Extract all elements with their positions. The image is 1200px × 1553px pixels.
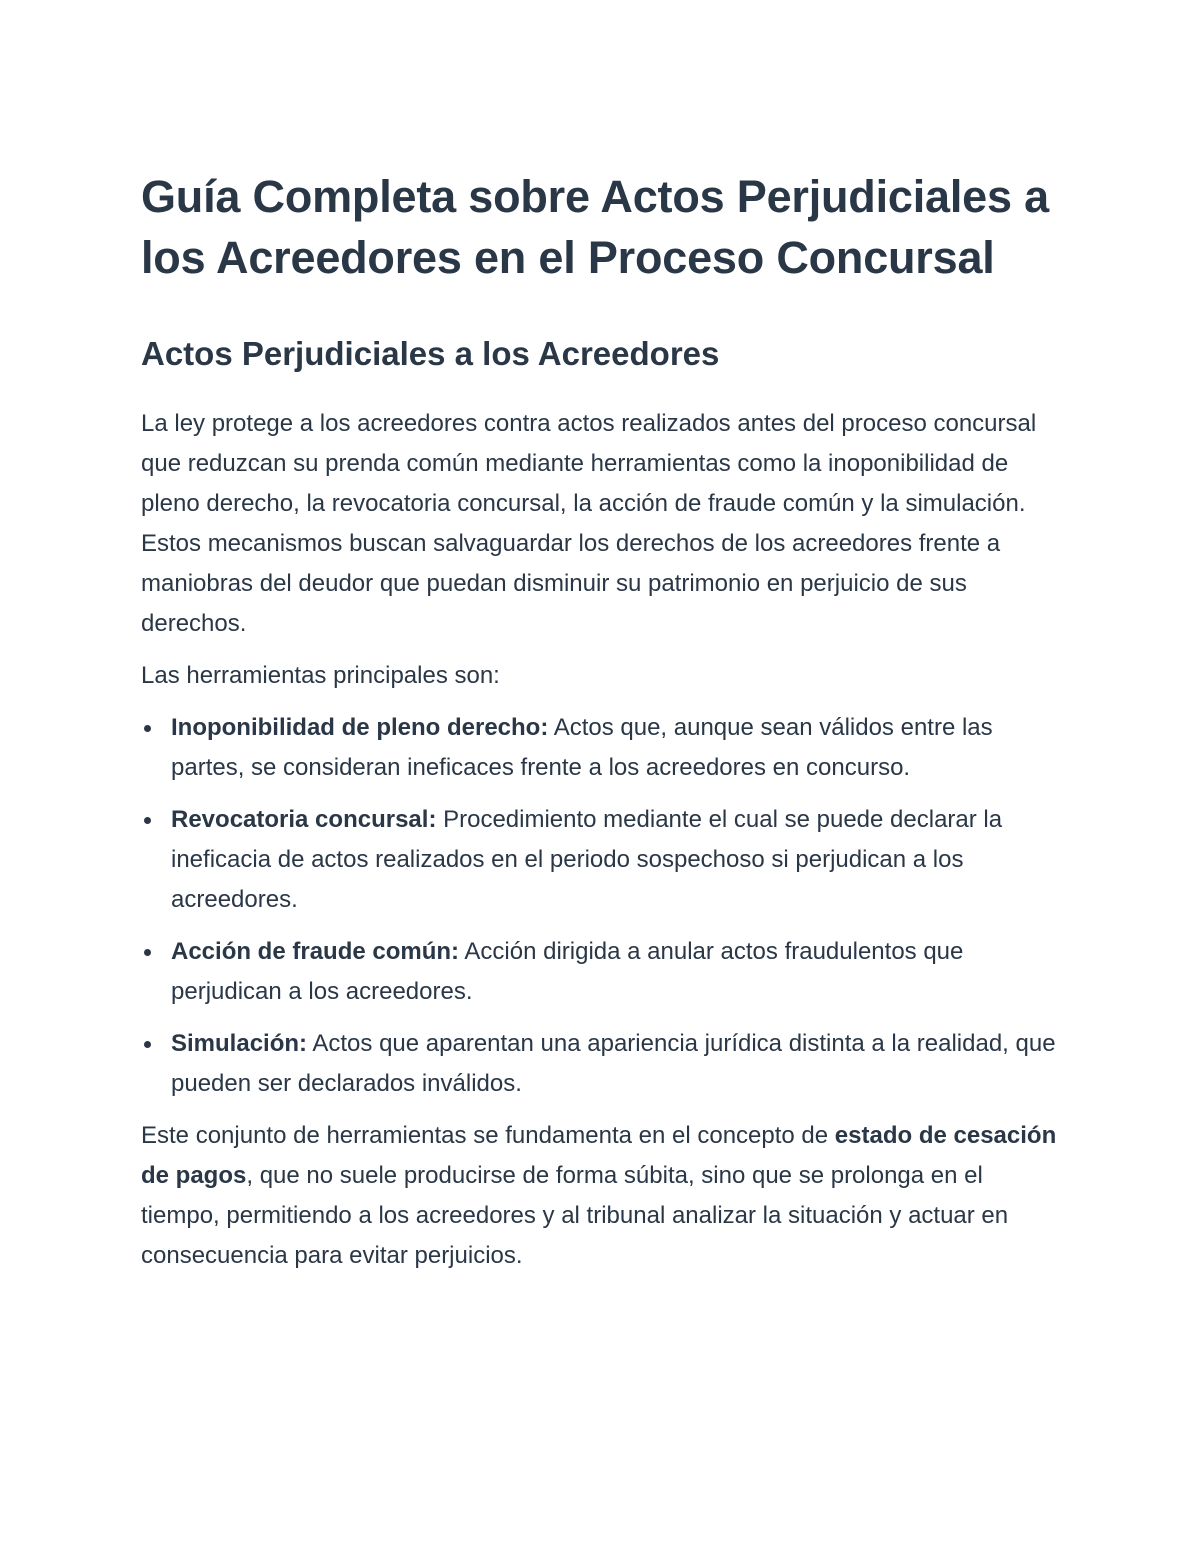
document-page [141, 166, 1061, 1276]
tools-list [141, 708, 1061, 1104]
list-item [141, 1024, 1061, 1104]
list-item-description: Acción dirigida a anular actos fraudulentos que perjudican a los acreedores. [171, 938, 964, 1005]
list-item-term: Acción de fraude común: [171, 938, 460, 965]
list-item-description: Actos que aparentan una apariencia jurídica distinta a la realidad, que pueden ser declarados inválidos. [171, 1030, 1056, 1097]
list-item-term: Revocatoria concursal: [171, 806, 437, 833]
list-item-description: Procedimiento mediante el cual se puede declarar la ineficacia de actos realizados en el periodo sospechoso si perjudican a los acreedores. [171, 806, 1003, 913]
closing-text-before: Este conjunto de herramientas se fundamenta en el concepto de [141, 1122, 835, 1149]
document-title: Guía Completa sobre Actos Perjudiciales a los Acreedores en el Proceso Concursal [141, 171, 1049, 283]
bullet-icon [144, 817, 151, 824]
bullet-icon [144, 1041, 151, 1048]
list-item [141, 800, 1061, 920]
closing-emphasis: estado de cesación de pagos [141, 1122, 1057, 1189]
list-item-term: Simulación: [171, 1030, 308, 1057]
bullet-icon [144, 725, 151, 732]
bullet-icon [144, 949, 151, 956]
intro-paragraph: La ley protege a los acreedores contra actos realizados antes del proceso concursal que reduzcan su prenda común mediante herramientas como la inoponibilidad de pleno derecho, la revocatoria concursal, la acción de fraude común y la simulación. Estos mecanismos buscan salvaguardar los derechos de los acreedores frente a maniobras del deudor que puedan disminuir su patrimonio en perjuicio de sus derechos. [141, 410, 1037, 637]
closing-paragraph [141, 1116, 1061, 1276]
list-item-description: Actos que, aunque sean válidos entre las partes, se consideran ineficaces frente a los acreedores en concurso. [171, 714, 993, 781]
list-item [141, 932, 1061, 1012]
section-heading: Actos Perjudiciales a los Acreedores [141, 335, 720, 372]
closing-text-after: , que no suele producirse de forma súbita, sino que se prolonga en el tiempo, permitiendo a los acreedores y al tribunal analizar la situación y actuar en consecuencia para evitar perjuicios. [141, 1162, 1009, 1269]
list-item-term: Inoponibilidad de pleno derecho: [171, 714, 549, 741]
list-lead: Las herramientas principales son: [141, 662, 500, 689]
list-item [141, 708, 1061, 788]
